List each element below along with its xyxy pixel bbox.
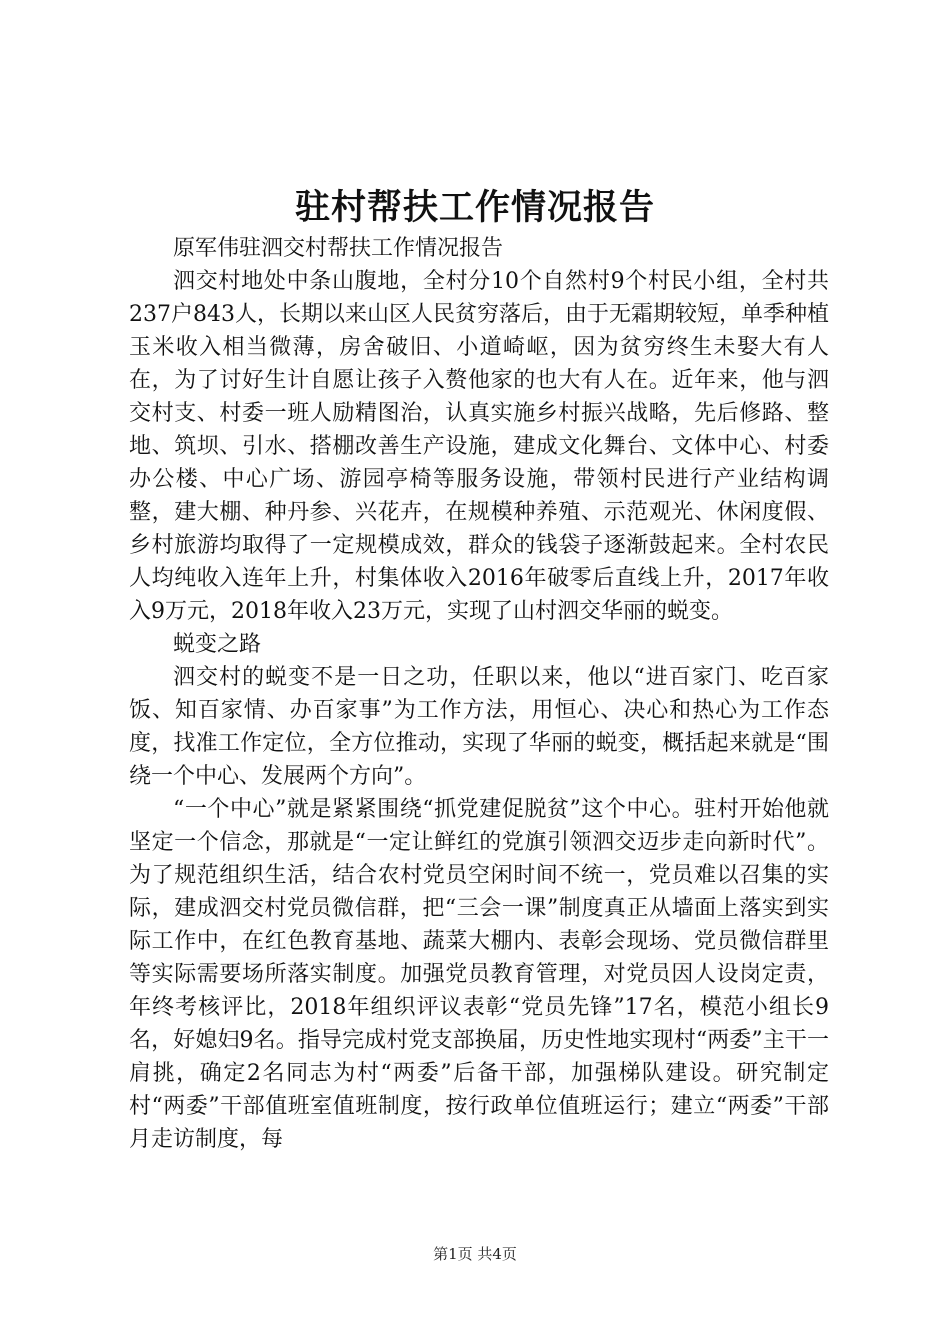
paragraph-village-overview: 泗交村地处中条山腹地，全村分10个自然村9个村民小组，全村共237户843人，长期以来山区人民贫穷落后，由于无霜期较短，单季种植玉米收入相当微薄，房舍破旧、小道崎岖，因为贫穷终生未娶大有人在，为了讨好生计自愿让孩子入赘他家的也大有人在。近年来，他与泗交村支、村委一班人励精图治，认真实施乡村振兴战略，先后修路、整地、筑坝、引水、搭棚改善生产设施，建成文化舞台、文体中心、村委办公楼、中心广场、游园亭椅等服务设施，带领村民进行产业结构调整，建大棚、种丹参、兴花卉，在规模种养殖、示范观光、休闲度假、乡村旅游均取得了一定规模成效，群众的钱袋子逐渐鼓起来。全村农民人均纯收入连年上升，村集体收入2016年破零后直线上升，2017年收入9万元，2018年收入23万元，实现了山村泗交华丽的蜕变。 bbox=[129, 269, 829, 624]
document-body bbox=[129, 232, 829, 1156]
paragraph-transformation: 泗交村的蜕变不是一日之功，任职以来，他以“进百家门、吃百家饭、知百家情、办百家事”为工作方法，用恒心、决心和热心为工作态度，找准工作定位，全方位推动，实现了华丽的蜕变，概括起来就是“围绕一个中心、发展两个方向”。 bbox=[129, 665, 829, 789]
section-heading: 蜕变之路 bbox=[173, 632, 262, 657]
page-footer: 第1页 共4页 bbox=[433, 1245, 517, 1263]
paragraph-subtitle: 原军伟驻泗交村帮扶工作情况报告 bbox=[173, 236, 504, 261]
paragraph-one-center: “一个中心”就是紧紧围绕“抓党建促脱贫”这个中心。驻村开始他就坚定一个信念，那就是“一定让鲜红的党旗引领泗交迈步走向新时代”。为了规范组织生活，结合农村党员空闲时间不统一，党员难以召集的实际，建成泗交村党员微信群，把“三会一课”制度真正从墙面上落实到实际工作中，在红色教育基地、蔬菜大棚内、表彰会现场、党员微信群里等实际需要场所落实制度。加强党员教育管理，对党员因人设岗定责，年终考核评比，2018年组织评议表彰“党员先锋”17名，模范小组长9名，好媳妇9名。指导完成村党支部换届，历史性地实现村“两委”主干一肩挑，确定2名同志为村“两委”后备干部，加强梯队建设。研究制定村“两委”干部值班室值班制度，按行政单位值班运行；建立“两委”干部月走访制度，每 bbox=[129, 797, 829, 1152]
document-title: 驻村帮扶工作情况报告 bbox=[294, 187, 655, 228]
